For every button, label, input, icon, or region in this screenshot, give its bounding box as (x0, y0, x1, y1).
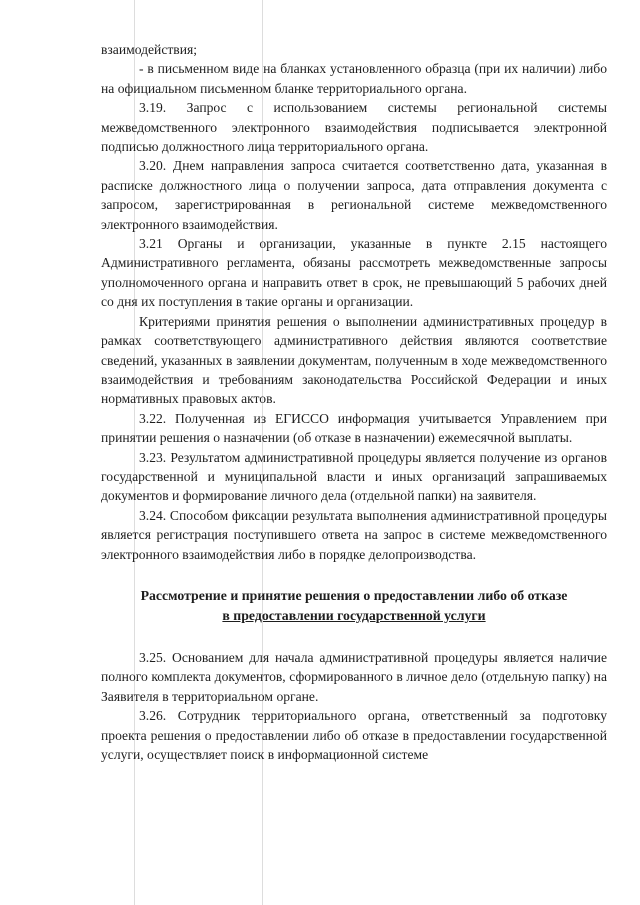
paragraph-3-23: 3.23. Результатом административной процедуры является получение из органов государственной и муниципальной власти и иных организаций запрашиваемых документов и формирование личного дела (отдельной папки) на заявителя. (101, 449, 607, 504)
paragraph-3-25: 3.25. Основанием для начала административной процедуры является наличие полного комплекта документов, сформированного в личное дело (отдельную папку) на Заявителя в территориальном органе. (101, 649, 607, 704)
paragraph-3-20: 3.20. Днем направления запроса считается соответственно дата, указанная в расписке должностного лица о получении запроса, дата отправления документа с запросом, зарегистрированная в региональной системе межведомственного электронного взаимодействия. (101, 158, 607, 232)
paragraph-list-item: - в письменном виде на бланках установленного образца (при их наличии) либо на официальном письменном бланке территориального органа. (101, 61, 607, 96)
paragraph-3-24: 3.24. Способом фиксации результата выполнения административной процедуры является регистрация поступившего ответа на запрос в системе межведомственного электронного взаимодействия либо в порядке делопроизводства. (101, 507, 607, 562)
paragraph-3-21: 3.21 Органы и организации, указанные в пункте 2.15 настоящего Административного регламента, обязаны рассмотреть межведомственные запросы уполномоченного органа и направить ответ в срок, не превышающий 5 рабочих дней со дня их поступления в такие органы и организации. (101, 236, 607, 310)
document-body (101, 40, 607, 764)
section-heading (101, 586, 607, 626)
paragraph-3-19: 3.19. Запрос с использованием системы региональной системы межведомственного электронного взаимодействия подписывается электронной подписью должностного лица территориального органа. (101, 100, 607, 155)
paragraph-continuation: взаимодействия; (101, 42, 198, 57)
paragraph-criteria: Критериями принятия решения о выполнении административных процедур в рамках соответствующего административного действия являются соответствие сведений, указанных в заявлении документам, полученным в ходе межведомственного взаимодействия и требованиям законодательства Российской Федерации и иных нормативных правовых актов. (101, 313, 607, 407)
paragraph-3-26: 3.26. Сотрудник территориального органа, ответственный за подготовку проекта решения о предоставлении либо об отказе в предоставлении государственной услуги, осуществляет поиск в информационной системе (101, 708, 607, 762)
paragraph-3-22: 3.22. Полученная из ЕГИССО информация учитывается Управлением при принятии решения о назначении (об отказе в назначении) ежемесячной выплаты. (101, 410, 607, 446)
section-heading-line2: в предоставлении государственной услуги (222, 607, 486, 623)
section-heading-line1: Рассмотрение и принятие решения о предоставлении либо об отказе (140, 587, 568, 603)
